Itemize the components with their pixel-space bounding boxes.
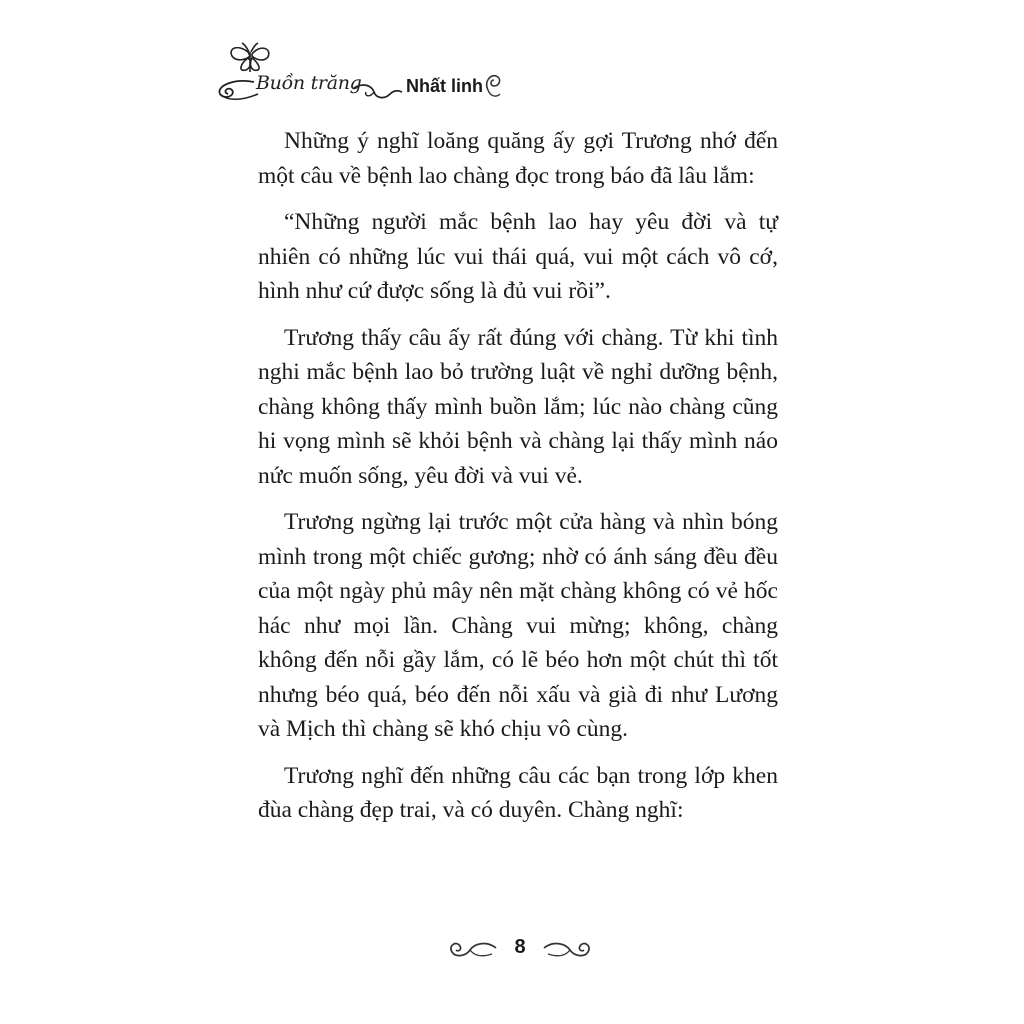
body-text	[258, 124, 778, 840]
paragraph: Trương nghĩ đến những câu các bạn trong lớp khen đùa chàng đẹp trai, và có duyên. Chàng nghĩ:	[258, 762, 778, 823]
swirl-icon	[482, 68, 506, 102]
author-name: Nhất linh	[406, 76, 483, 96]
paragraph: Trương ngừng lại trước một cửa hàng và nhìn bóng mình trong một chiếc gương; nhờ có ánh sáng đều đều của một ngày phủ mây nên mặt chàng không có vẻ hốc hác như mọi lần. Chàng vui mừng; không, chàng không đến nỗi gầy lắm, có lẽ béo hơn một chút thì tốt nhưng béo quá, béo đến nỗi xấu và già đi như Lương và Mịch thì chàng sẽ khó chịu vô cùng.	[258, 509, 778, 742]
left-flourish-icon	[446, 934, 498, 964]
paragraph: Trương thấy câu ấy rất đúng với chàng. Từ khi tình nghi mắc bệnh lao bỏ trường luật về nghỉ dưỡng bệnh, chàng không thấy mình buồn lắm; lúc nào chàng cũng hi vọng mình sẽ khỏi bệnh và chàng lại thấy mình náo nức muốn sống, yêu đời và vui vẻ.	[258, 324, 778, 489]
running-header	[214, 42, 514, 112]
book-title: Buồn trăng	[256, 72, 362, 94]
quote-paragraph: “Những người mắc bệnh lao hay yêu đời và tự nhiên có những lúc vui thái quá, vui một cách vô cớ, hình như cứ được sống là đủ vui rồi”.	[258, 209, 778, 304]
right-flourish-icon	[542, 934, 594, 964]
page-number: 8	[514, 936, 526, 958]
page-footer	[446, 934, 596, 968]
paragraph: Những ý nghĩ loăng quăng ấy gợi Trương nhớ đến một câu về bệnh lao chàng đọc trong báo đã lâu lắm:	[258, 128, 778, 189]
